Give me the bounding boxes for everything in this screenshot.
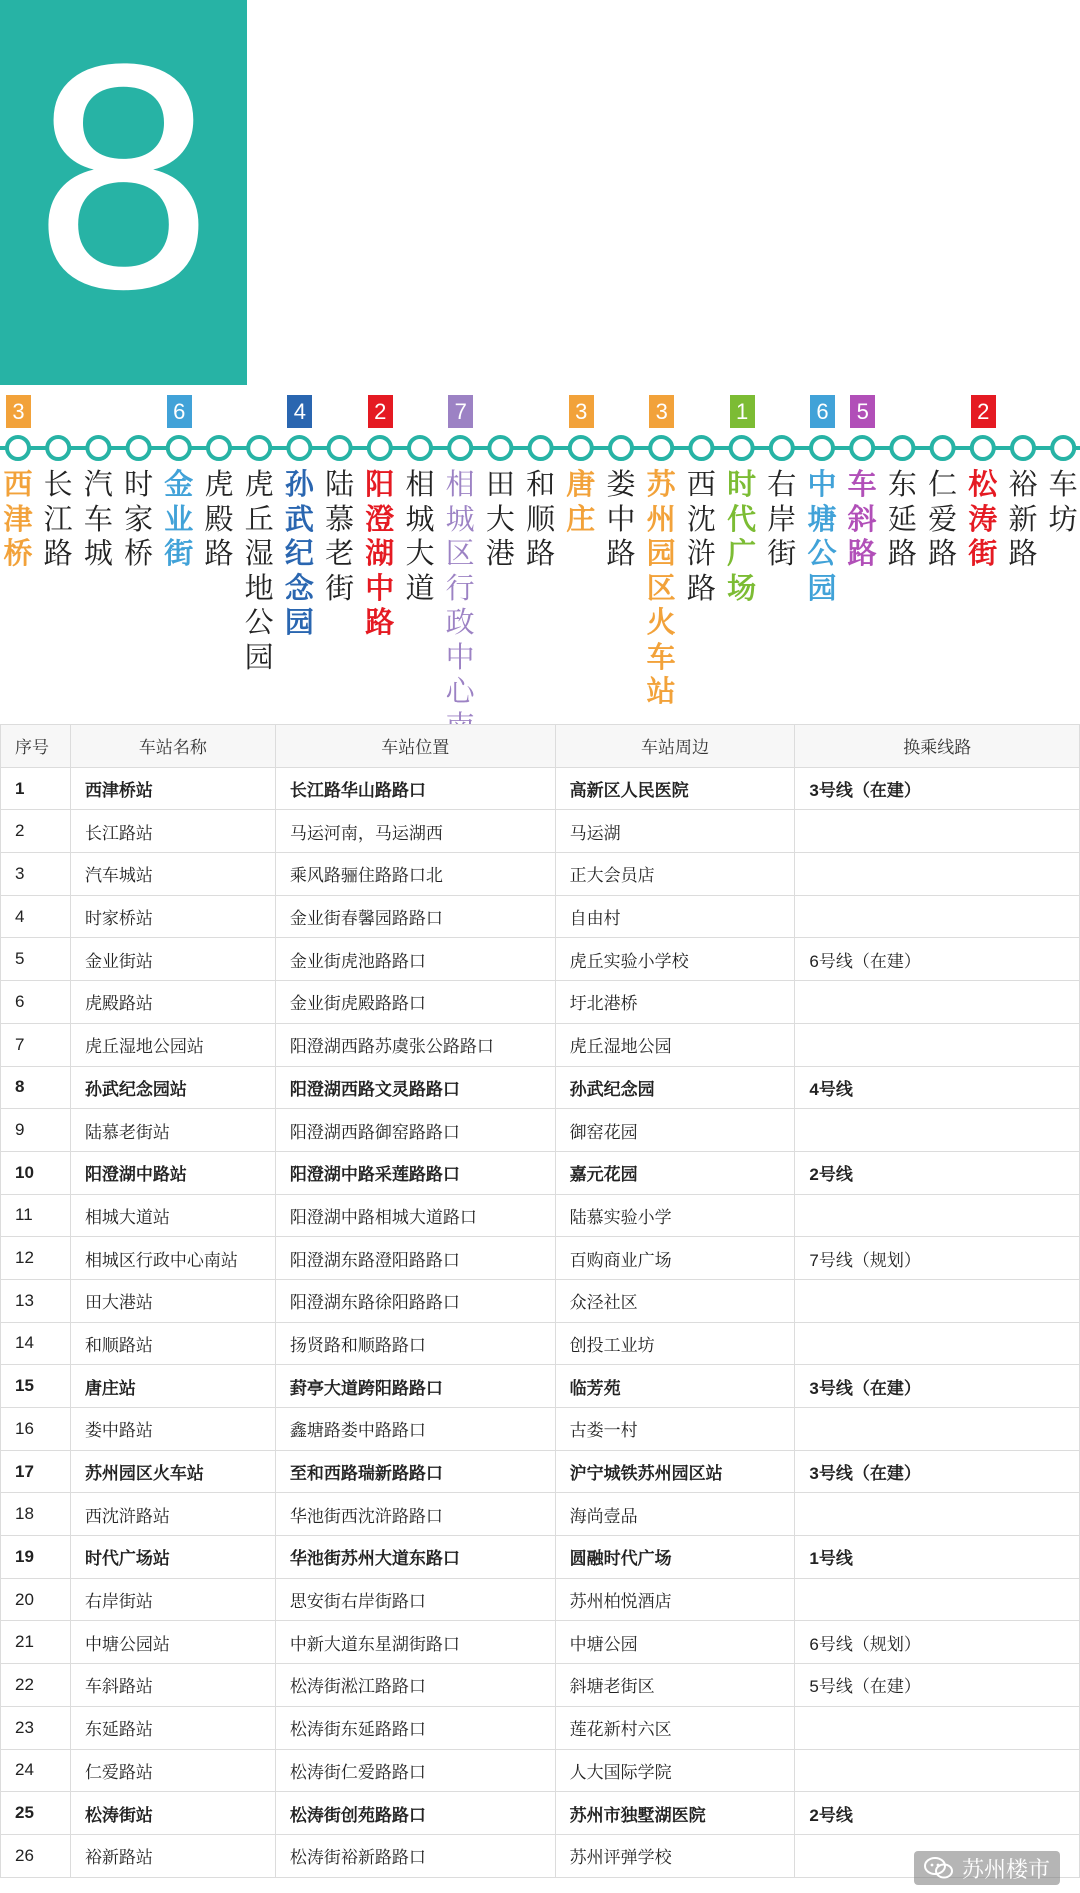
cell-name: 西沈浒路站 <box>70 1493 275 1536</box>
cell-seq: 1 <box>1 767 71 810</box>
station-name: 中塘公园 <box>807 467 837 605</box>
table-row <box>1 1621 1080 1664</box>
cell-name: 金业街站 <box>70 938 275 981</box>
cell-transfer <box>795 895 1080 938</box>
cell-seq: 16 <box>1 1408 71 1451</box>
station-dot <box>7 437 29 459</box>
station-dot <box>851 437 873 459</box>
cell-location: 扬贤路和顺路路口 <box>275 1322 555 1365</box>
cell-transfer <box>795 1023 1080 1066</box>
cell-name: 中塘公园站 <box>70 1621 275 1664</box>
transfer-tag: 3 <box>569 395 594 428</box>
route-diagram <box>0 385 1080 725</box>
cell-name: 阳澄湖中路站 <box>70 1151 275 1194</box>
transfer-tag: 7 <box>448 395 473 428</box>
cell-transfer <box>795 1578 1080 1621</box>
cell-name: 右岸街站 <box>70 1578 275 1621</box>
watermark <box>914 1851 1060 1885</box>
station-dot <box>288 437 310 459</box>
cell-name: 虎殿路站 <box>70 981 275 1024</box>
table-header-row <box>1 725 1080 768</box>
cell-nearby: 虎丘实验小学校 <box>555 938 795 981</box>
cell-nearby: 莲花新村六区 <box>555 1706 795 1749</box>
table-row <box>1 1194 1080 1237</box>
table-row <box>1 1536 1080 1579</box>
cell-name: 东延路站 <box>70 1706 275 1749</box>
station-name: 右岸街 <box>767 467 797 570</box>
wechat-icon <box>924 1856 954 1880</box>
cell-transfer <box>795 981 1080 1024</box>
cell-transfer: 3号线（在建） <box>795 767 1080 810</box>
table-row <box>1 1450 1080 1493</box>
table-row <box>1 853 1080 896</box>
cell-transfer: 3号线（在建） <box>795 1450 1080 1493</box>
table-row <box>1 1066 1080 1109</box>
cell-name: 时代广场站 <box>70 1536 275 1579</box>
station-dot <box>932 437 954 459</box>
cell-name: 汽车城站 <box>70 853 275 896</box>
cell-nearby: 圆融时代广场 <box>555 1536 795 1579</box>
cell-seq: 7 <box>1 1023 71 1066</box>
station-name: 时家桥 <box>124 467 154 570</box>
cell-location: 阳澄湖东路澄阳路路口 <box>275 1237 555 1280</box>
cell-nearby: 斜塘老街区 <box>555 1664 795 1707</box>
station-dot <box>1012 437 1034 459</box>
cell-seq: 11 <box>1 1194 71 1237</box>
cell-nearby: 孙武纪念园 <box>555 1066 795 1109</box>
transfer-tag: 2 <box>368 395 393 428</box>
cell-transfer: 1号线 <box>795 1536 1080 1579</box>
station-name: 西沈浒路 <box>686 467 716 605</box>
header-transfer: 换乘线路 <box>795 725 1080 768</box>
cell-name: 裕新路站 <box>70 1834 275 1877</box>
cell-transfer: 4号线 <box>795 1066 1080 1109</box>
station-dot <box>811 437 833 459</box>
table-row <box>1 981 1080 1024</box>
cell-location: 思安街右岸街路口 <box>275 1578 555 1621</box>
cell-name: 田大港站 <box>70 1279 275 1322</box>
cell-location: 松涛街裕新路路口 <box>275 1834 555 1877</box>
station-dot <box>771 437 793 459</box>
station-name: 虎丘湿地公园 <box>244 467 274 674</box>
station-dot <box>449 437 471 459</box>
transfer-tag: 5 <box>850 395 875 428</box>
cell-name: 娄中路站 <box>70 1408 275 1451</box>
table-row <box>1 938 1080 981</box>
station-dot <box>168 437 190 459</box>
station-name: 相城大道 <box>405 467 435 605</box>
cell-seq: 10 <box>1 1151 71 1194</box>
header-location: 车站位置 <box>275 725 555 768</box>
cell-transfer: 6号线（规划） <box>795 1621 1080 1664</box>
cell-nearby: 正大会员店 <box>555 853 795 896</box>
cell-seq: 17 <box>1 1450 71 1493</box>
cell-name: 时家桥站 <box>70 895 275 938</box>
cell-nearby: 海尚壹品 <box>555 1493 795 1536</box>
station-dot <box>650 437 672 459</box>
cell-seq: 20 <box>1 1578 71 1621</box>
cell-location: 金业街虎殿路路口 <box>275 981 555 1024</box>
cell-seq: 12 <box>1 1237 71 1280</box>
cell-name: 和顺路站 <box>70 1322 275 1365</box>
station-name: 孙武纪念园 <box>284 467 314 639</box>
transfer-tag: 4 <box>287 395 312 428</box>
transfer-tag: 3 <box>6 395 31 428</box>
cell-location: 鑫塘路娄中路路口 <box>275 1408 555 1451</box>
transfer-tag: 6 <box>810 395 835 428</box>
cell-location: 金业街春馨园路路口 <box>275 895 555 938</box>
cell-name: 虎丘湿地公园站 <box>70 1023 275 1066</box>
cell-transfer: 7号线（规划） <box>795 1237 1080 1280</box>
table-row <box>1 1493 1080 1536</box>
station-name: 苏州园区火车站 <box>646 467 676 708</box>
cell-nearby: 临芳苑 <box>555 1365 795 1408</box>
cell-name: 相城大道站 <box>70 1194 275 1237</box>
station-dot <box>409 437 431 459</box>
cell-nearby: 圩北港桥 <box>555 981 795 1024</box>
cell-location: 长江路华山路路口 <box>275 767 555 810</box>
cell-location: 华池街西沈浒路路口 <box>275 1493 555 1536</box>
cell-location: 葑亭大道跨阳路路口 <box>275 1365 555 1408</box>
cell-transfer: 5号线（在建） <box>795 1664 1080 1707</box>
transfer-tag: 6 <box>167 395 192 428</box>
table-body <box>1 767 1080 1877</box>
cell-seq: 24 <box>1 1749 71 1792</box>
cell-location: 阳澄湖西路苏虞张公路路口 <box>275 1023 555 1066</box>
cell-nearby: 中塘公园 <box>555 1621 795 1664</box>
station-name: 西津桥 <box>3 467 33 570</box>
station-name: 和顺路 <box>526 467 556 570</box>
table-row <box>1 1664 1080 1707</box>
station-name: 长江路 <box>43 467 73 570</box>
cell-location: 乘风路骊住路路口北 <box>275 853 555 896</box>
cell-transfer <box>795 1194 1080 1237</box>
station-dot <box>891 437 913 459</box>
table-row <box>1 1365 1080 1408</box>
cell-location: 马运河南，马运湖西 <box>275 810 555 853</box>
table-row <box>1 895 1080 938</box>
station-dot <box>731 437 753 459</box>
cell-transfer <box>795 1706 1080 1749</box>
table-row <box>1 810 1080 853</box>
cell-location: 阳澄湖中路相城大道路口 <box>275 1194 555 1237</box>
station-name: 裕新路 <box>1008 467 1038 570</box>
cell-name: 苏州园区火车站 <box>70 1450 275 1493</box>
station-name: 陆慕老街 <box>325 467 355 605</box>
cell-nearby: 御窑花园 <box>555 1109 795 1152</box>
cell-transfer <box>795 1493 1080 1536</box>
table-row <box>1 1023 1080 1066</box>
cell-name: 车斜路站 <box>70 1664 275 1707</box>
station-name: 车坊 <box>1048 467 1078 536</box>
cell-nearby: 众泾社区 <box>555 1279 795 1322</box>
cell-transfer <box>795 810 1080 853</box>
cell-location: 阳澄湖西路御窑路路口 <box>275 1109 555 1152</box>
station-name: 车斜路 <box>847 467 877 570</box>
cell-transfer: 2号线 <box>795 1151 1080 1194</box>
cell-seq: 5 <box>1 938 71 981</box>
table-row <box>1 767 1080 810</box>
cell-seq: 4 <box>1 895 71 938</box>
cell-nearby: 人大国际学院 <box>555 1749 795 1792</box>
station-name: 阳澄湖中路 <box>365 467 395 639</box>
cell-transfer: 2号线 <box>795 1792 1080 1835</box>
station-dot <box>329 437 351 459</box>
table-row <box>1 1279 1080 1322</box>
station-dot <box>47 437 69 459</box>
cell-name: 唐庄站 <box>70 1365 275 1408</box>
watermark-text: 苏州楼市 <box>961 1856 1050 1882</box>
cell-nearby: 古娄一村 <box>555 1408 795 1451</box>
cell-location: 松涛街仁爱路路口 <box>275 1749 555 1792</box>
station-table <box>0 724 1080 1878</box>
station-dot <box>530 437 552 459</box>
cell-seq: 6 <box>1 981 71 1024</box>
cell-nearby: 苏州市独墅湖医院 <box>555 1792 795 1835</box>
cell-location: 华池街苏州大道东路口 <box>275 1536 555 1579</box>
cell-seq: 23 <box>1 1706 71 1749</box>
table-row <box>1 1237 1080 1280</box>
cell-nearby: 高新区人民医院 <box>555 767 795 810</box>
cell-name: 仁爱路站 <box>70 1749 275 1792</box>
station-dot <box>690 437 712 459</box>
cell-seq: 26 <box>1 1834 71 1877</box>
header-seq: 序号 <box>1 725 71 768</box>
station-name: 东延路 <box>887 467 917 570</box>
table-row <box>1 1578 1080 1621</box>
cell-location: 松涛街淞江路路口 <box>275 1664 555 1707</box>
cell-seq: 8 <box>1 1066 71 1109</box>
header-name: 车站名称 <box>70 725 275 768</box>
cell-transfer: 3号线（在建） <box>795 1365 1080 1408</box>
cell-name: 陆慕老街站 <box>70 1109 275 1152</box>
cell-nearby: 苏州评弹学校 <box>555 1834 795 1877</box>
line-badge <box>0 0 247 385</box>
station-name: 虎殿路 <box>204 467 234 570</box>
cell-transfer <box>795 1322 1080 1365</box>
cell-nearby: 沪宁城铁苏州园区站 <box>555 1450 795 1493</box>
table-row <box>1 1408 1080 1451</box>
station-dot <box>610 437 632 459</box>
station-dot <box>1052 437 1074 459</box>
cell-location: 中新大道东星湖街路口 <box>275 1621 555 1664</box>
cell-seq: 22 <box>1 1664 71 1707</box>
cell-name: 相城区行政中心南站 <box>70 1237 275 1280</box>
cell-seq: 9 <box>1 1109 71 1152</box>
cell-seq: 14 <box>1 1322 71 1365</box>
cell-name: 西津桥站 <box>70 767 275 810</box>
cell-seq: 15 <box>1 1365 71 1408</box>
table-row <box>1 1109 1080 1152</box>
table-row <box>1 1151 1080 1194</box>
station-dot <box>489 437 511 459</box>
cell-transfer <box>795 1109 1080 1152</box>
station-dot <box>972 437 994 459</box>
cell-transfer <box>795 1408 1080 1451</box>
cell-nearby: 陆慕实验小学 <box>555 1194 795 1237</box>
station-name: 时代广场 <box>727 467 757 605</box>
cell-nearby: 虎丘湿地公园 <box>555 1023 795 1066</box>
cell-nearby: 百购商业广场 <box>555 1237 795 1280</box>
cell-location: 阳澄湖西路文灵路路口 <box>275 1066 555 1109</box>
cell-location: 阳澄湖中路采莲路路口 <box>275 1151 555 1194</box>
station-name: 娄中路 <box>606 467 636 570</box>
station-dot <box>128 437 150 459</box>
cell-location: 至和西路瑞新路路口 <box>275 1450 555 1493</box>
table-row <box>1 1792 1080 1835</box>
line-number: 8 <box>28 8 219 357</box>
cell-seq: 25 <box>1 1792 71 1835</box>
cell-transfer <box>795 1279 1080 1322</box>
table-row <box>1 1322 1080 1365</box>
cell-seq: 3 <box>1 853 71 896</box>
transfer-tag: 3 <box>649 395 674 428</box>
station-dot <box>248 437 270 459</box>
cell-nearby: 创投工业坊 <box>555 1322 795 1365</box>
cell-location: 松涛街东延路路口 <box>275 1706 555 1749</box>
cell-location: 松涛街创苑路路口 <box>275 1792 555 1835</box>
cell-seq: 18 <box>1 1493 71 1536</box>
station-name: 汽车城 <box>83 467 113 570</box>
cell-name: 孙武纪念园站 <box>70 1066 275 1109</box>
cell-nearby: 苏州柏悦酒店 <box>555 1578 795 1621</box>
cell-location: 金业街虎池路路口 <box>275 938 555 981</box>
station-dot <box>570 437 592 459</box>
cell-nearby: 马运湖 <box>555 810 795 853</box>
cell-transfer <box>795 853 1080 896</box>
transfer-tag: 1 <box>730 395 755 428</box>
station-name: 相城区行政中心 <box>445 467 475 708</box>
cell-transfer <box>795 1749 1080 1792</box>
station-dot <box>369 437 391 459</box>
cell-name: 长江路站 <box>70 810 275 853</box>
cell-seq: 13 <box>1 1279 71 1322</box>
station-name: 唐庄 <box>566 467 596 536</box>
station-name: 金业街 <box>164 467 194 570</box>
station-dot <box>208 437 230 459</box>
cell-seq: 21 <box>1 1621 71 1664</box>
cell-nearby: 自由村 <box>555 895 795 938</box>
cell-location: 阳澄湖东路徐阳路路口 <box>275 1279 555 1322</box>
station-name: 仁爱路 <box>928 467 958 570</box>
station-name: 田大港 <box>485 467 515 570</box>
header-nearby: 车站周边 <box>555 725 795 768</box>
cell-name: 松涛街站 <box>70 1792 275 1835</box>
cell-nearby: 嘉元花园 <box>555 1151 795 1194</box>
station-dot <box>87 437 109 459</box>
cell-transfer: 6号线（在建） <box>795 938 1080 981</box>
table-row <box>1 1706 1080 1749</box>
table-row <box>1 1749 1080 1792</box>
station-name: 松涛街 <box>968 467 998 570</box>
cell-seq: 19 <box>1 1536 71 1579</box>
transfer-tag: 2 <box>971 395 996 428</box>
cell-seq: 2 <box>1 810 71 853</box>
